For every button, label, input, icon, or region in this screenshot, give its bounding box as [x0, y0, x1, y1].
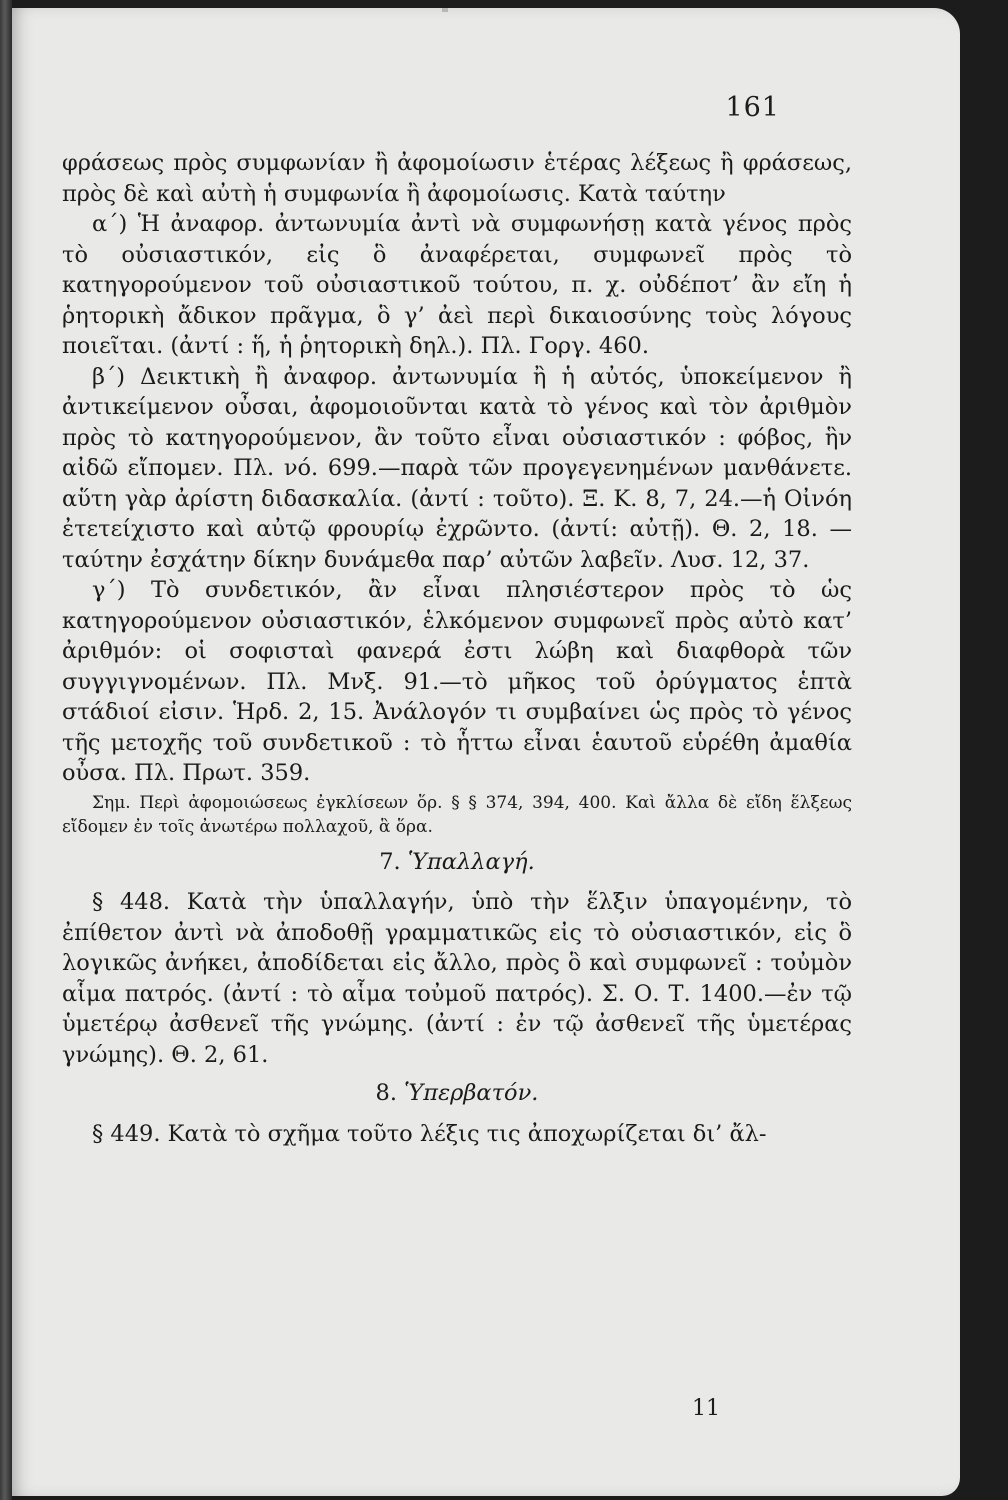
page-body	[62, 148, 852, 1149]
paragraph-alpha: α΄) Ἡ ἀναφορ. ἀντωνυμία ἀντὶ νὰ συμφωνήσῃ κατὰ γένος πρὸς τὸ οὐσιαστικόν, εἰς ὃ ἀναφέρεται, συμφωνεῖ πρὸς τὸ κατηγορούμενον τοῦ οὐσιαστικοῦ τούτου, π. χ. οὐδέποτ’ ἂν εἴη ἡ ῥητορικὴ ἄδικον πρᾶγμα, ὃ γ’ ἀεὶ περὶ δικαιοσύνης τοὺς λόγους ποιεῖται. (ἀντί : ἥ, ἡ ῥητορικὴ δηλ.). Πλ. Γοργ. 460.	[62, 211, 852, 359]
section-heading-7	[62, 847, 852, 878]
paragraph-449: § 449. Κατὰ τὸ σχῆμα τοῦτο λέξις τις ἀποχωρίζεται δι’ ἄλ-	[92, 1120, 767, 1147]
section-number-8: 8.	[375, 1080, 398, 1106]
book-spine	[0, 0, 12, 1500]
note: Σημ. Περὶ ἀφομοιώσεως ἐγκλίσεων ὅρ. § § 374, 394, 400. Καὶ ἄλλα δὲ εἴδη ἕλξεως εἴδομεν ἐν τοῖς ἀνωτέρω πολλαχοῦ, ἃ ὅρα.	[62, 792, 852, 837]
paragraph-beta: β΄) Δεικτικὴ ἢ ἀναφορ. ἀντωνυμία ἢ ἡ αὐτός, ὑποκείμενον ἢ ἀντικείμενον οὖσαι, ἀφομοιοῦνται κατὰ τὸ γένος καὶ τὸν ἀριθμὸν πρὸς τὸ κατηγορούμενον, ἂν τοῦτο εἶναι οὐσιαστικόν : φόβος, ἣν αἰδῶ εἴπομεν. Πλ. νό. 699.—παρὰ τῶν προγεγενημένων μανθάνετε. αὕτη γὰρ ἀρίστη διδασκαλία. (ἀντί : τοῦτο). Ξ. Κ. 8, 7, 24.—ἡ Οἰνόη ἐτετείχιστο καὶ αὐτῷ φρουρίῳ ἐχρῶντο. (ἀντί: αὐτῇ). Θ. 2, 18. —ταύτην ἐσχάτην δίκην δυνάμεθα παρ’ αὐτῶν λαβεῖν. Λυσ. 12, 37.	[62, 363, 852, 573]
paragraph-448: § 448. Κατὰ τὴν ὑπαλλαγήν, ὑπὸ τὴν ἕλξιν ὑπαγομένην, τὸ ἐπίθετον ἀντὶ νὰ ἀποδοθῇ γραμματικῶς εἰς τὸ οὐσιαστικόν, εἰς ὃ λογικῶς ἀνήκει, ἀποδίδεται εἰς ἄλλο, πρὸς ὃ καὶ συμφωνεῖ : τοὐμὸν αἷμα πατρός. (ἀντί : τὸ αἷμα τοὐμοῦ πατρός). Σ. Ο. Τ. 1400.—ἐν τῷ ὑμετέρῳ ἀσθενεῖ τῆς γνώμης. (ἀντί : ἐν τῷ ἀσθενεῖ τῆς ὑμετέρας γνώμης). Θ. 2, 61.	[62, 889, 852, 1068]
page-number: 161	[725, 92, 780, 123]
page-speck	[442, 8, 448, 12]
section-number-7: 7.	[379, 848, 401, 875]
section-title-8: Ὑπερβατόν.	[404, 1080, 539, 1106]
section-title-7: Ὑπαλλαγή.	[407, 848, 535, 875]
paragraph-gamma: γ΄) Τὸ συνδετικόν, ἂν εἶναι πλησιέστερον πρὸς τὸ ὡς κατηγορούμενον οὐσιαστικόν, ἑλκόμενον συμφωνεῖ πρὸς αὐτὸ κατ’ ἀριθμόν: οἱ σοφισταὶ φανερά ἐστι λώβη καὶ διαφθορὰ τῶν συγγιγνομένων. Πλ. Μνξ. 91.—τὸ μῆκος τοῦ ὀρύγματος ἑπτὰ στάδιοί εἰσιν. Ἡρδ. 2, 15. Ἀνάλογόν τι συμβαίνει ὡς πρὸς τὸ γένος τῆς μετοχῆς τοῦ συνδετικοῦ : τὸ ἧττω εἶναι ἑαυτοῦ εὑρέθη ἀμαθία οὖσα. Πλ. Πρωτ. 359.	[62, 577, 852, 786]
signature-mark: 11	[692, 1396, 720, 1421]
book-page	[12, 8, 960, 1496]
paragraph-intro: φράσεως πρὸς συμφωνίαν ἢ ἀφομοίωσιν ἑτέρας λέξεως ἢ φράσεως, πρὸς δὲ καὶ αὐτὴ ἡ συμφωνία ἢ ἀφομοίωσις. Κατὰ ταύτην	[62, 150, 852, 207]
section-heading-8	[62, 1078, 852, 1109]
